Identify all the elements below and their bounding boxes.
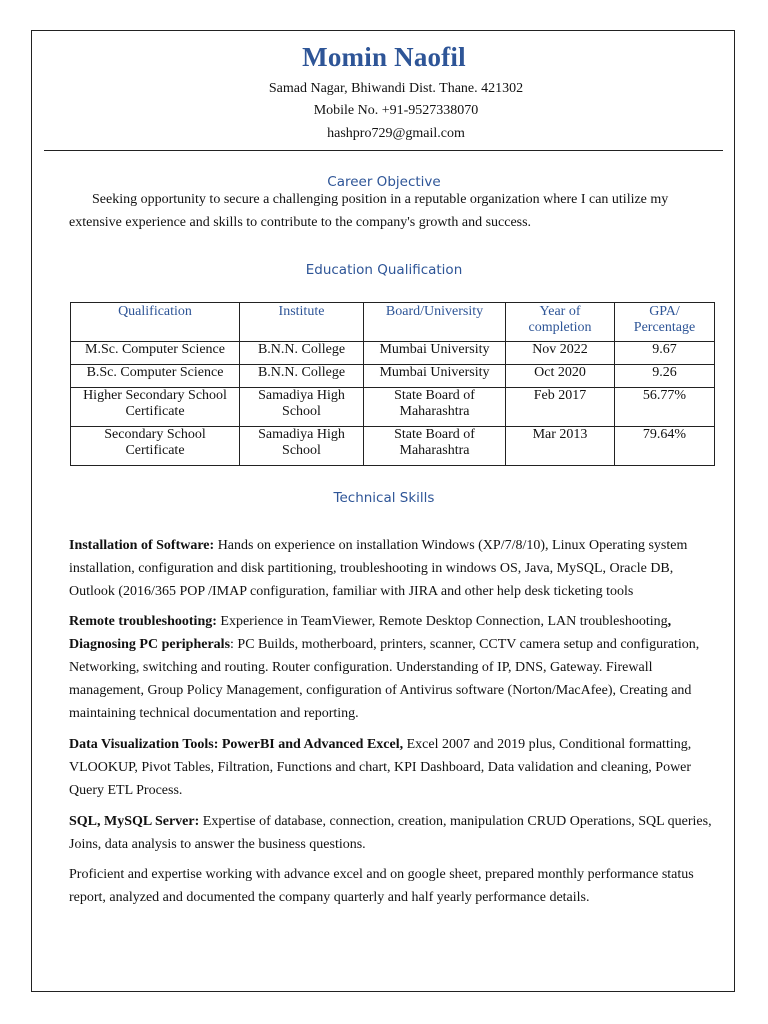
- cell-gpa: 9.67: [615, 342, 715, 365]
- cell-board: [364, 388, 506, 427]
- cell-board: Mumbai University: [364, 365, 506, 388]
- cell-board-line1: State Board of: [394, 427, 475, 442]
- address: Samad Nagar, Bhiwandi Dist. Thane. 421302: [268, 81, 524, 96]
- table-row: [71, 342, 715, 365]
- cell-institute: [240, 427, 364, 466]
- skill-installation-text: Hands on experience on installation Windows (XP/7/8/10), Linux Operating system installation, configuration and disk partitioning, troubleshooting in windows OS, Java, MySQL, Oracle DB, Outlook (2016/365 POP /IMAP configuration, familiar with JIRA and other help desk ticketing tools: [69, 538, 688, 599]
- cell-qualification: [71, 427, 240, 466]
- header-divider: [44, 150, 723, 151]
- col-year-line1: Year of: [539, 304, 581, 319]
- col-institute: Institute: [240, 303, 364, 342]
- cell-gpa: 9.26: [615, 365, 715, 388]
- cell-year: Mar 2013: [506, 427, 615, 466]
- cell-board-line2: Maharashtra: [399, 442, 470, 458]
- cell-qualification: [71, 388, 240, 427]
- col-gpa-line1: GPA/: [649, 304, 680, 319]
- skill-remote-diagnosing: [69, 610, 719, 725]
- table-row: [71, 427, 715, 466]
- table-row: [71, 365, 715, 388]
- cell-qualification: B.Sc. Computer Science: [71, 365, 240, 388]
- col-year: [506, 303, 615, 342]
- cell-board-line1: State Board of: [394, 388, 475, 403]
- table-header-row: [71, 303, 715, 342]
- email: hashpro729@gmail.com: [327, 126, 465, 141]
- col-gpa-line2: Percentage: [633, 319, 696, 335]
- cell-qualification: M.Sc. Computer Science: [71, 342, 240, 365]
- cell-qualification-line2: Certificate: [125, 442, 185, 458]
- skill-sql: [69, 810, 719, 856]
- col-year-line2: completion: [528, 319, 592, 335]
- mobile-number: Mobile No. +91-9527338070: [313, 103, 479, 118]
- education-heading: Education Qualification: [305, 262, 463, 278]
- cell-qualification-line2: Certificate: [125, 403, 185, 419]
- career-objective-heading: Career Objective: [327, 174, 441, 190]
- skill-remote-text: Experience in TeamViewer, Remote Desktop Connection, LAN troubleshooting: [216, 614, 668, 629]
- cell-institute-line2: School: [282, 442, 321, 458]
- table-row: [71, 388, 715, 427]
- skill-installation: [69, 534, 719, 603]
- col-board: Board/University: [364, 303, 506, 342]
- technical-skills-heading: Technical Skills: [333, 490, 435, 506]
- skill-excel: Proficient and expertise working with advance excel and on google sheet, prepared monthly performance status report, analyzed and documented the company quarterly and half yearly performance details.: [69, 867, 694, 905]
- cell-gpa: 56.77%: [615, 388, 715, 427]
- cell-year: Oct 2020: [506, 365, 615, 388]
- cell-institute: B.N.N. College: [240, 342, 364, 365]
- skill-remote-label: Remote troubleshooting:: [69, 614, 217, 629]
- skill-sql-text: Expertise of database, connection, creation, manipulation CRUD Operations, SQL queries, Joins, data analysis to answer the business questions.: [69, 814, 712, 852]
- col-qualification: Qualification: [71, 303, 240, 342]
- skill-diagnosing-label: Diagnosing PC peripherals: [69, 637, 231, 652]
- career-objective-text: Seeking opportunity to secure a challenging position in a reputable organization where I can utilize my extensive experience and skills to contribute to the company's growth and success.: [69, 192, 669, 230]
- cell-institute-line1: Samadiya High: [258, 427, 345, 442]
- cell-gpa: 79.64%: [615, 427, 715, 466]
- candidate-name: Momin Naofil: [302, 42, 466, 72]
- cell-institute-line2: School: [282, 403, 321, 419]
- cell-qualification-line1: Secondary School: [104, 427, 206, 442]
- col-gpa: [615, 303, 715, 342]
- cell-institute-line1: Samadiya High: [258, 388, 345, 403]
- cell-board: Mumbai University: [364, 342, 506, 365]
- cell-year: Nov 2022: [506, 342, 615, 365]
- cell-institute: B.N.N. College: [240, 365, 364, 388]
- skill-remote-comma: ,: [667, 614, 672, 629]
- skill-dataviz-text: Excel 2007 and 2019 plus, Conditional formatting, VLOOKUP, Pivot Tables, Filtration, Functions and chart, KPI Dashboard, Data validation and cleaning, Power Query ETL Process.: [69, 737, 692, 798]
- cell-board: [364, 427, 506, 466]
- cell-board-line2: Maharashtra: [399, 403, 470, 419]
- skill-dataviz: [69, 733, 719, 802]
- cell-qualification-line1: Higher Secondary School: [83, 388, 227, 403]
- cell-institute: [240, 388, 364, 427]
- skill-installation-label: Installation of Software:: [69, 538, 215, 553]
- skill-dataviz-label: Data Visualization Tools: PowerBI and Advanced Excel,: [69, 737, 404, 752]
- skill-diagnosing-text: : PC Builds, motherboard, printers, scanner, CCTV camera setup and configuration, Networking, switching and routing. Router configuration. Understanding of IP, DNS, Gateway. Firewall management, Group Policy Management, configuration of Antivirus software (Norton/MacAfee), Creating and maintaining technical documentation and reporting.: [69, 637, 700, 721]
- education-table: [70, 302, 715, 466]
- cell-year: Feb 2017: [506, 388, 615, 427]
- skill-sql-label: SQL, MySQL Server:: [69, 814, 200, 829]
